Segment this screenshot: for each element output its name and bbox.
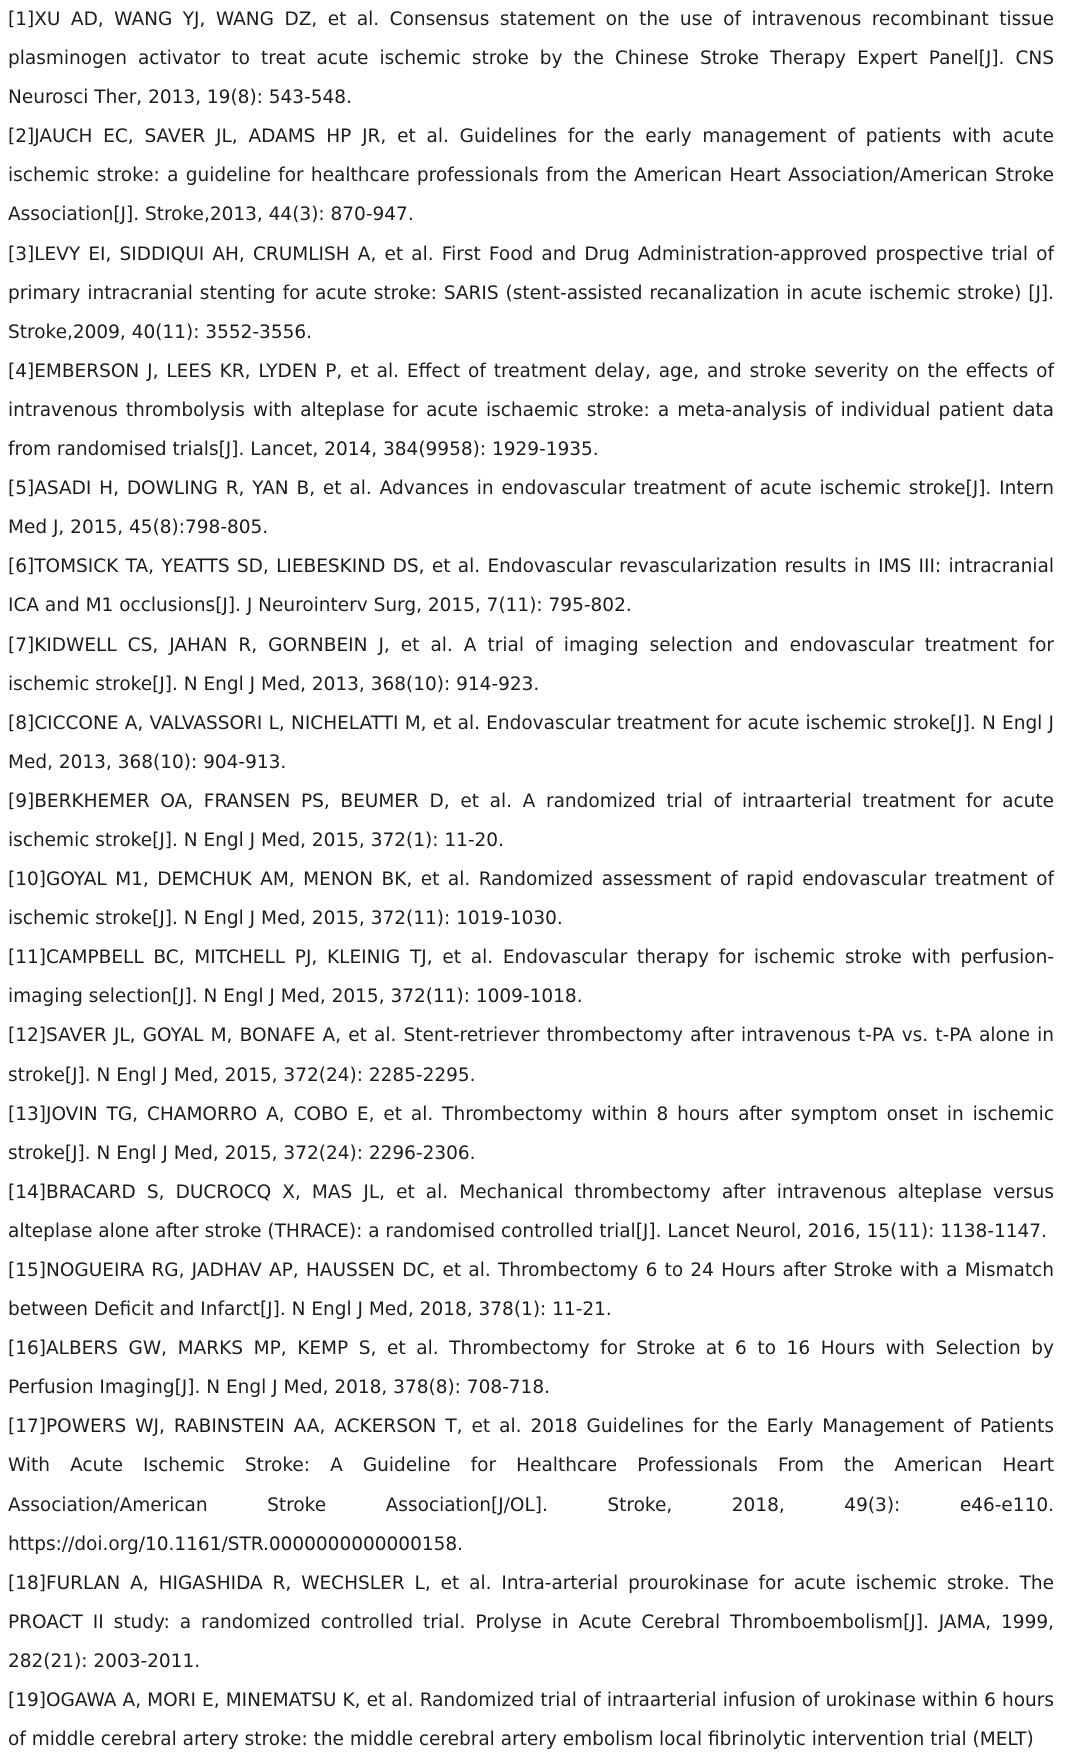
reference-number: [7] [8, 634, 35, 656]
reference-text: SAVER JL, GOYAL M, BONAFE A, et al. Stent-retriever thrombectomy after intravenous t-PA vs. t-PA alone in stroke[J]. N Engl J Med, 2015, 372(24): 2285-2295. [8, 1025, 1054, 1086]
reference-number: [19] [8, 1690, 46, 1712]
reference-text: BRACARD S, DUCROCQ X, MAS JL, et al. Mechanical thrombectomy after intravenous alteplase versus alteplase alone after stroke (THRACE): a randomised controlled trial[J]. Lancet Neurol, 2016, 15(11): 1138-1147. [8, 1181, 1054, 1242]
reference-item [8, 704, 1054, 782]
reference-text: JAUCH EC, SAVER JL, ADAMS HP JR, et al. Guidelines for the early management of patients with acute ischemic stroke: a guideline for healthcare professionals from the American Heart Association/American Stroke Association[J]. Stroke,2013, 44(3): 870-947. [8, 126, 1054, 226]
reference-item [8, 782, 1054, 860]
reference-text: FURLAN A, HIGASHIDA R, WECHSLER L, et al. Intra-arterial prourokinase for acute ischemic stroke. The PROACT II study: a randomized controlled trial. Prolyse in Acute Cerebral Thromboembolism[J]. JAMA, 1999, 282(21): 2003-2011. [8, 1572, 1054, 1672]
reference-item [8, 547, 1054, 625]
reference-text: BERKHEMER OA, FRANSEN PS, BEUMER D, et al. A randomized trial of intraarterial treatment for acute ischemic stroke[J]. N Engl J Med, 2015, 372(1): 11-20. [8, 790, 1054, 851]
reference-number: [3] [8, 243, 35, 265]
reference-number: [5] [8, 478, 35, 500]
reference-number: [15] [8, 1260, 46, 1281]
reference-item [8, 1407, 1054, 1563]
reference-text: OGAWA A, MORI E, MINEMATSU K, et al. Randomized trial of intraarterial infusion of urokinase within 6 hours of middle cerebral artery stroke: the middle cerebral artery embolism local fibrinolytic intervention trial (MELT) [8, 1690, 1054, 1751]
reference-number: [8] [8, 712, 35, 734]
reference-item [8, 1173, 1054, 1251]
reference-text: ASADI H, DOWLING R, YAN B, et al. Advances in endovascular treatment of acute ischemic stroke[J]. Intern Med J, 2015, 45(8):798-805. [8, 478, 1054, 539]
reference-number: [11] [8, 947, 46, 969]
reference-text: GOYAL M1, DEMCHUK AM, MENON BK, et al. Randomized assessment of rapid endovascular treatment of ischemic stroke[J]. N Engl J Med, 2015, 372(11): 1019-1030. [8, 869, 1054, 930]
reference-number: [6] [8, 556, 35, 578]
reference-number: [10] [8, 869, 46, 891]
reference-item [8, 1329, 1054, 1407]
reference-text: JOVIN TG, CHAMORRO A, COBO E, et al. Thrombectomy within 8 hours after symptom onset in ischemic stroke[J]. N Engl J Med, 2015, 372(24): 2296-2306. [8, 1103, 1054, 1164]
reference-item [8, 938, 1054, 1016]
reference-item [8, 1564, 1054, 1681]
reference-number: [4] [8, 360, 35, 382]
reference-item [8, 1016, 1054, 1094]
reference-item [8, 626, 1054, 704]
reference-item [8, 1681, 1054, 1759]
reference-text: NOGUEIRA RG, JADHAV AP, HAUSSEN DC, et al. Thrombectomy 6 to 24 Hours after Stroke with a Mismatch between Deficit and Infarct[J]. N Engl J Med, 2018, 378(1): 11-21. [8, 1260, 1054, 1321]
reference-item [8, 0, 1054, 117]
reference-number: [13] [8, 1103, 46, 1125]
reference-number: [2] [8, 126, 35, 148]
reference-text: CICCONE A, VALVASSORI L, NICHELATTI M, et al. Endovascular treatment for acute ischemic stroke[J]. N Engl J Med, 2013, 368(10): 904-913. [8, 712, 1054, 773]
reference-number: [1] [8, 9, 35, 30]
reference-item [8, 860, 1054, 938]
reference-text: EMBERSON J, LEES KR, LYDEN P, et al. Effect of treatment delay, age, and stroke severity on the effects of intravenous thrombolysis with alteplase for acute ischaemic stroke: a meta-analysis of individual patient data from randomised trials[J]. Lancet, 2014, 384(9958): 1929-1935. [8, 360, 1054, 461]
reference-number: [9] [8, 790, 35, 812]
reference-item [8, 1095, 1054, 1173]
reference-item [8, 1251, 1054, 1329]
reference-number: [16] [8, 1338, 46, 1360]
reference-item [8, 117, 1054, 234]
reference-item [8, 235, 1054, 352]
reference-text: LEVY EI, SIDDIQUI AH, CRUMLISH A, et al. First Food and Drug Administration-approved prospective trial of primary intracranial stenting for acute stroke: SARIS (stent-assisted recanalization in acute ischemic stroke) [J]. Stroke,2009, 40(11): 3552-3556. [8, 243, 1054, 343]
reference-list [8, 0, 1054, 1759]
reference-text: CAMPBELL BC, MITCHELL PJ, KLEINIG TJ, et al. Endovascular therapy for ischemic stroke with perfusion-imaging selection[J]. N Engl J Med, 2015, 372(11): 1009-1018. [8, 947, 1054, 1008]
reference-item [8, 469, 1054, 547]
reference-text: XU AD, WANG YJ, WANG DZ, et al. Consensus statement on the use of intravenous recombinant tissue plasminogen activator to treat acute ischemic stroke by the Chinese Stroke Therapy Expert Panel[J]. CNS Neurosci Ther, 2013, 19(8): 543-548. [8, 9, 1054, 109]
reference-number: [14] [8, 1181, 46, 1203]
reference-number: [18] [8, 1572, 46, 1594]
reference-text: TOMSICK TA, YEATTS SD, LIEBESKIND DS, et al. Endovascular revascularization results in IMS III: intracranial ICA and M1 occlusions[J]. J Neurointerv Surg, 2015, 7(11): 795-802. [8, 556, 1054, 617]
reference-text: POWERS WJ, RABINSTEIN AA, ACKERSON T, et al. 2018 Guidelines for the Early Management of Patients With Acute Ischemic Stroke: A Guideline for Healthcare Professionals From the American Heart Association/American Stroke Association[J/OL]. Stroke, 2018, 49(3): e46-e110. https://doi.org/10.1161/STR.0000000000000158. [8, 1416, 1054, 1555]
reference-number: [17] [8, 1416, 46, 1438]
reference-text: ALBERS GW, MARKS MP, KEMP S, et al. Thrombectomy for Stroke at 6 to 16 Hours with Selection by Perfusion Imaging[J]. N Engl J Med, 2018, 378(8): 708-718. [8, 1338, 1054, 1399]
reference-item [8, 352, 1054, 469]
reference-number: [12] [8, 1025, 46, 1047]
reference-text: KIDWELL CS, JAHAN R, GORNBEIN J, et al. A trial of imaging selection and endovascular treatment for ischemic stroke[J]. N Engl J Med, 2013, 368(10): 914-923. [8, 634, 1054, 695]
